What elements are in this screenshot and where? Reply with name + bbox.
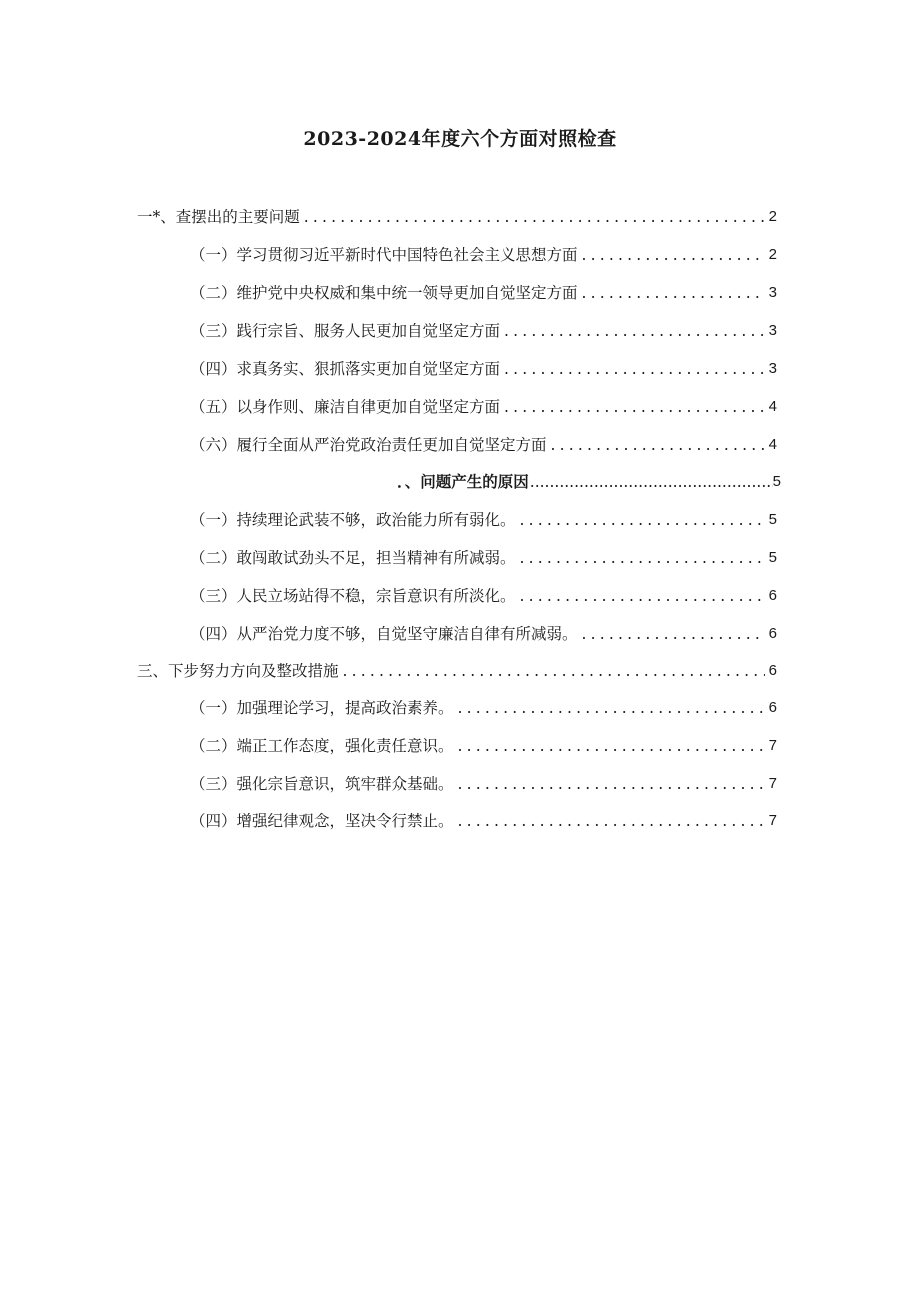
toc-page-number: 4 xyxy=(768,398,777,415)
toc-leader-dots xyxy=(458,695,765,721)
toc-entry-label: 三、下步努力方向及整改措施 xyxy=(137,662,339,680)
toc-entry[interactable] xyxy=(190,808,777,834)
toc-page-number: 7 xyxy=(768,737,777,754)
toc-leader-dots xyxy=(520,583,765,609)
toc-entry-label: （五）以身作则、廉洁自律更加自觉坚定方面 xyxy=(190,398,501,416)
toc-page-number: 6 xyxy=(768,625,777,642)
toc-page-number: 2 xyxy=(768,208,777,225)
toc-leader-dots xyxy=(582,621,765,647)
toc-page-number: 3 xyxy=(768,360,777,377)
toc-page-number: 3 xyxy=(768,322,777,339)
toc-entry-label: （二）维护党中央权威和集中统一领导更加自觉坚定方面 xyxy=(190,284,578,302)
toc-entry-label: （三）强化宗旨意识，筑牢群众基础。 xyxy=(190,775,454,793)
toc-leader-dots xyxy=(504,356,765,382)
toc-entry[interactable] xyxy=(190,394,777,420)
toc-entry-label: （三）践行宗旨、服务人民更加自觉坚定方面 xyxy=(190,322,501,340)
toc-entry-label: （一）持续理论武装不够，政治能力所有弱化。 xyxy=(190,511,516,529)
toc-page-number: 5 xyxy=(768,511,777,528)
toc-entry[interactable] xyxy=(190,507,777,533)
toc-page-number: 7 xyxy=(768,812,777,829)
toc-page-number: 5 xyxy=(768,549,777,566)
toc-entry-label: （四）增强纪律观念，坚决令行禁止。 xyxy=(190,812,454,830)
toc-entry-label: 一*、查摆出的主要问题 xyxy=(137,208,300,226)
toc-leader-dots xyxy=(551,432,765,458)
toc-leader-dots xyxy=(458,771,765,797)
toc-entry-label: （一）学习贯彻习近平新时代中国特色社会主义思想方面 xyxy=(190,246,578,264)
toc-page-number: 6 xyxy=(768,587,777,604)
toc-leader-dots xyxy=(458,733,765,759)
toc-entry-label: （六）履行全面从严治党政治责任更加自觉坚定方面 xyxy=(190,436,547,454)
toc-page-number: 6 xyxy=(768,662,777,679)
document-title: 2023-2024年度六个方面对照检查 xyxy=(303,128,617,150)
toc-entry-section-2[interactable] xyxy=(397,469,781,495)
toc-leader-dots xyxy=(520,507,765,533)
toc-entry-label: （一）加强理论学习，提高政治素养。 xyxy=(190,699,454,717)
toc-entry[interactable] xyxy=(190,242,777,268)
toc-entry[interactable] xyxy=(190,621,777,647)
toc-entry[interactable] xyxy=(190,583,777,609)
toc-leader-dots xyxy=(582,280,765,306)
toc-entry[interactable] xyxy=(190,771,777,797)
toc-leader-dots xyxy=(304,204,765,230)
toc-page-number: 6 xyxy=(768,699,777,716)
toc-entry-label: （四）从严治党力度不够，自觉坚守廉洁自律有所减弱。 xyxy=(190,625,578,643)
toc-leader-dots xyxy=(520,545,765,571)
toc-entry-label: （二）敢闯敢试劲头不足，担当精神有所减弱。 xyxy=(190,549,516,567)
toc-page-number: 2 xyxy=(768,246,777,263)
toc-page-number: 3 xyxy=(768,284,777,301)
toc-entry-label: （二）端正工作态度，强化责任意识。 xyxy=(190,737,454,755)
toc-entry-label: （四）求真务实、狠抓落实更加自觉坚定方面 xyxy=(190,360,501,378)
toc-entry[interactable] xyxy=(190,545,777,571)
toc-leader-dots xyxy=(458,808,765,834)
toc-leader-dots xyxy=(530,469,773,495)
toc-leader-dots xyxy=(504,318,765,344)
toc-entry[interactable] xyxy=(190,356,777,382)
toc-page-number: 7 xyxy=(768,775,777,792)
toc-entry[interactable] xyxy=(190,432,777,458)
toc-entry[interactable] xyxy=(190,280,777,306)
toc-entry[interactable] xyxy=(190,733,777,759)
toc-page-number: 4 xyxy=(768,436,777,453)
toc-leader-dots xyxy=(504,394,765,420)
toc-entry[interactable] xyxy=(190,318,777,344)
toc-entry-label: ．、问题产生的原因 xyxy=(397,472,529,491)
toc-leader-dots xyxy=(343,658,765,684)
toc-page-number: 5 xyxy=(772,473,781,490)
toc-entry-label: （三）人民立场站得不稳，宗旨意识有所淡化。 xyxy=(190,587,516,605)
toc-entry-section-3[interactable] xyxy=(137,658,777,684)
toc-entry-section-1[interactable] xyxy=(137,204,777,230)
toc-leader-dots xyxy=(582,242,765,268)
toc-entry[interactable] xyxy=(190,695,777,721)
